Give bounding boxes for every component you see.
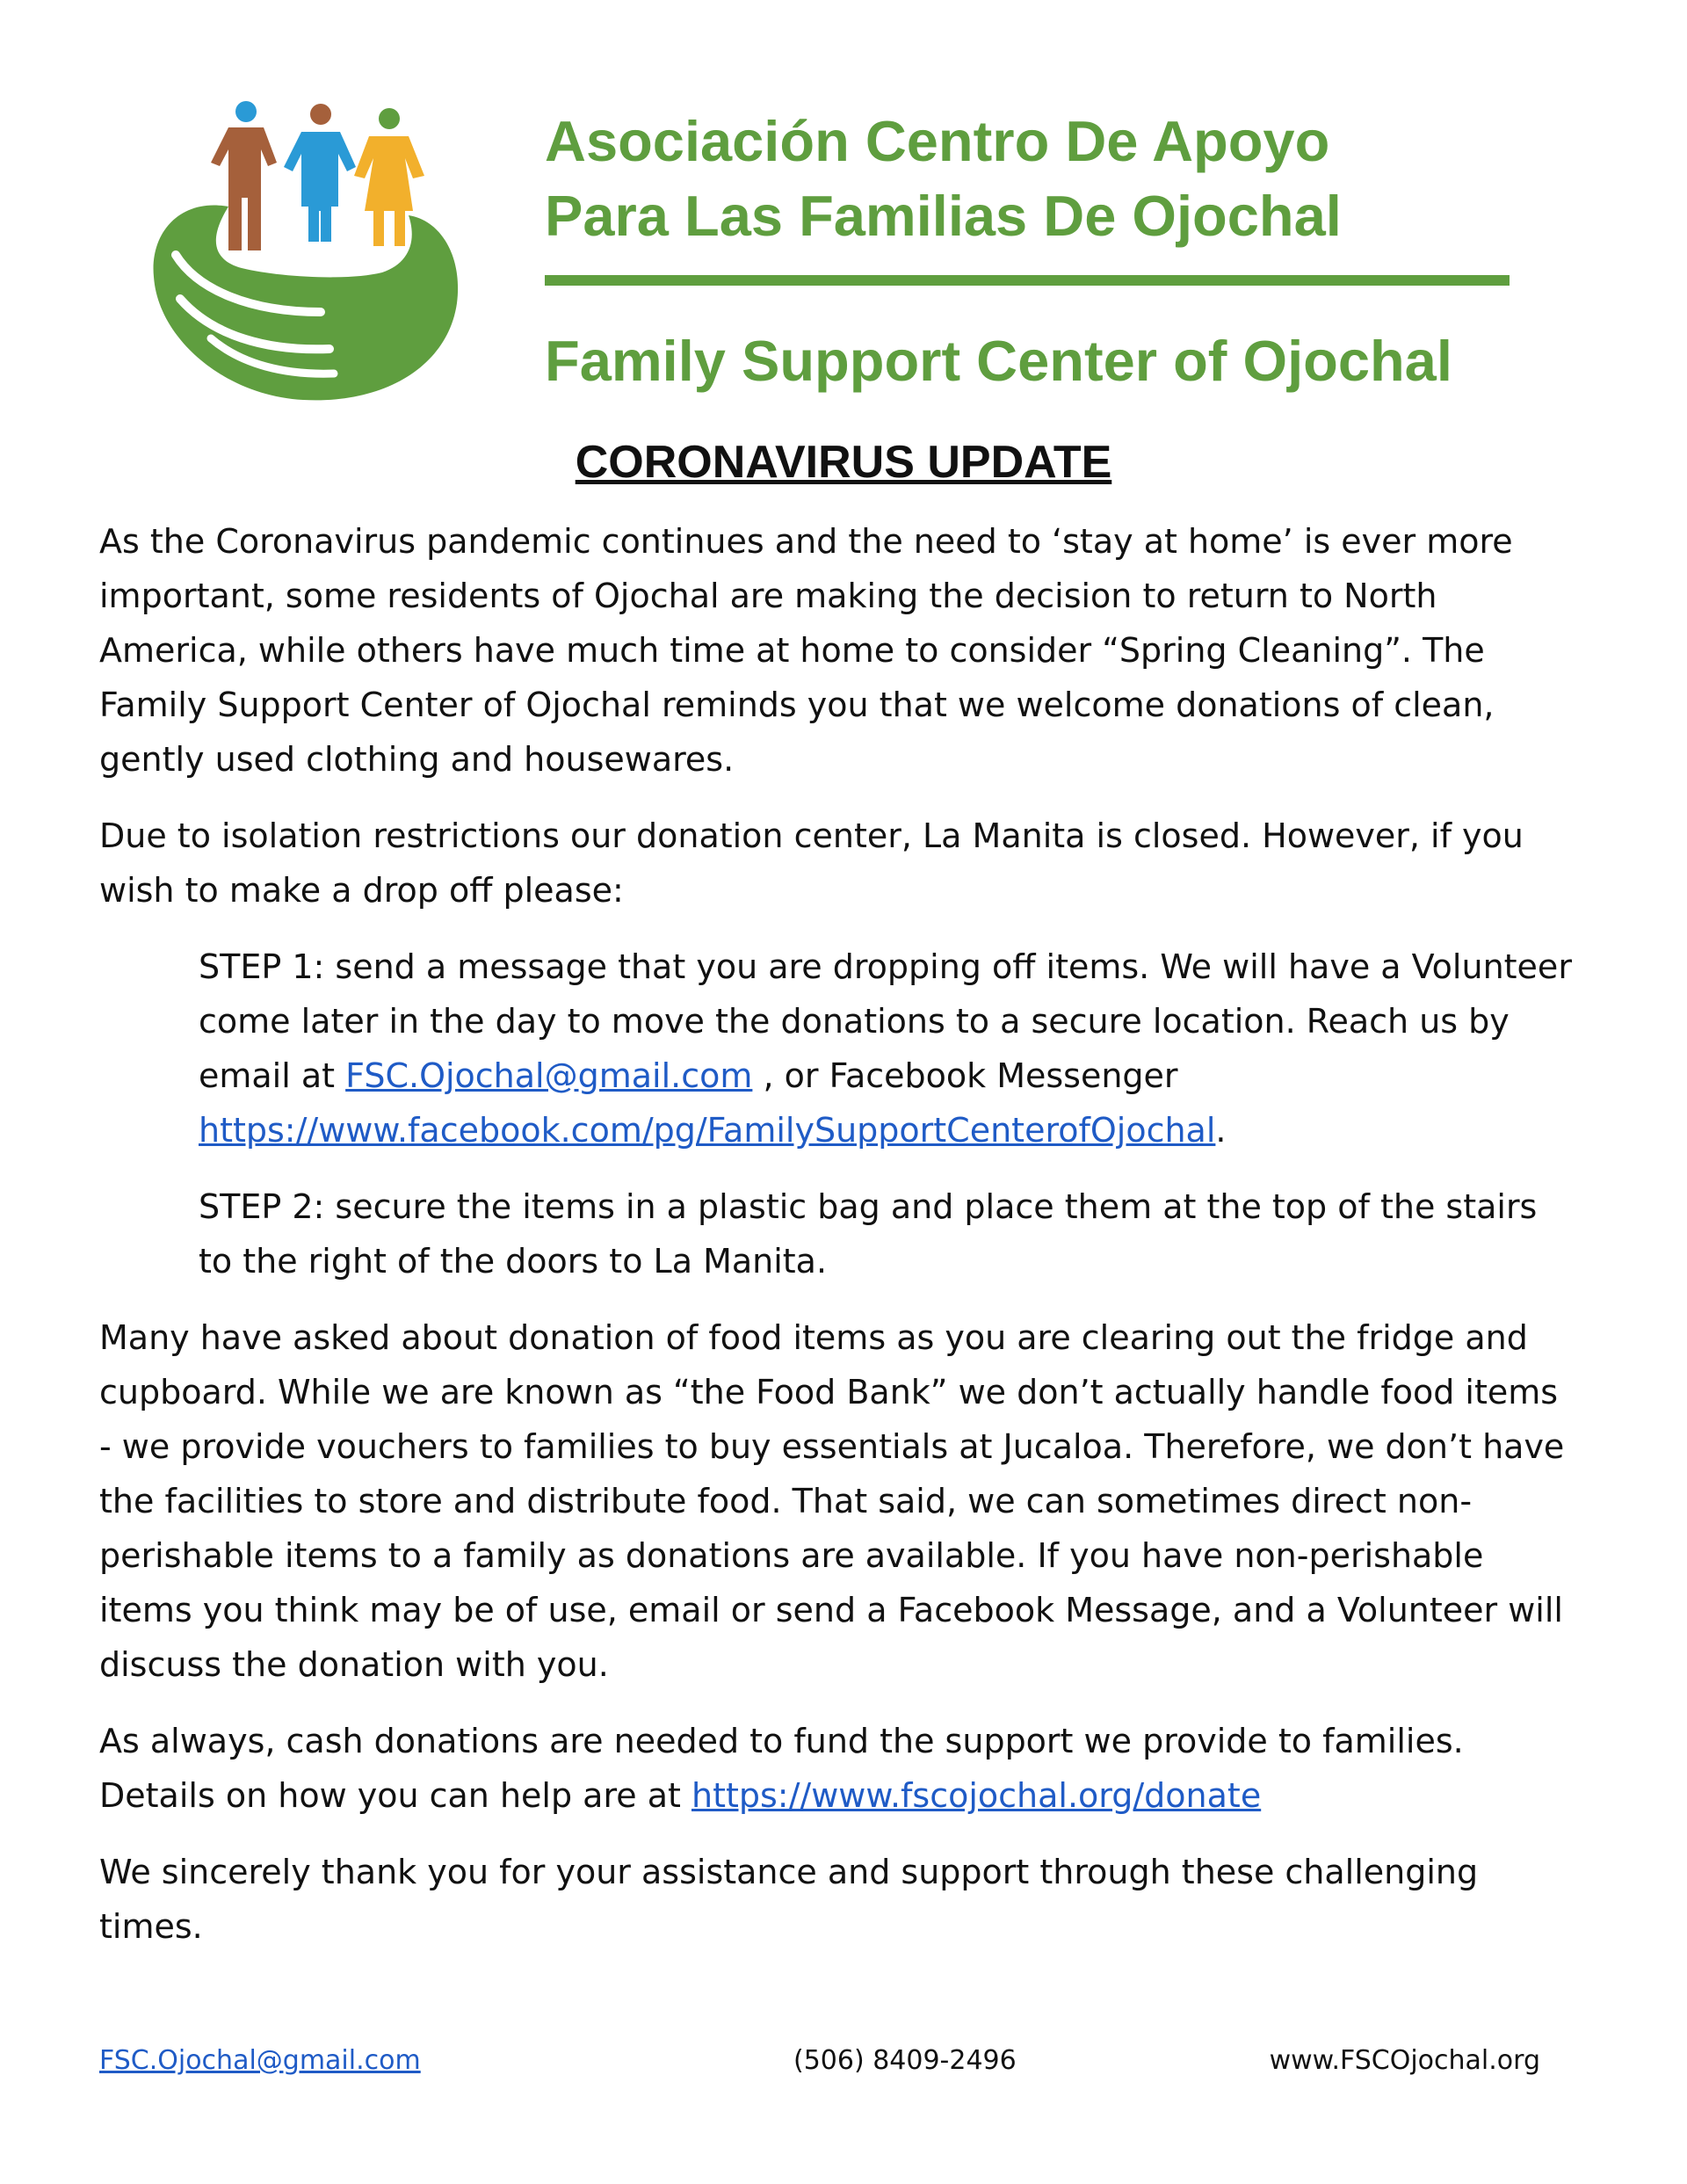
step-2: STEP 2: secure the items in a plastic bag and place them at the top of the stairs to the right of the doors to La Manita.	[199, 1187, 1538, 1281]
paragraph-cash-text: As always, cash donations are needed to fund the support we provide to families. Details on how you can help are at	[99, 1722, 1464, 1815]
family-hand-logo-icon	[145, 101, 470, 404]
step-1-mid-text: , or Facebook Messenger	[752, 1056, 1178, 1095]
paragraph-thanks: We sincerely thank you for your assistance and support through these challenging times.	[99, 1853, 1479, 1946]
org-title-spanish	[545, 104, 1582, 253]
step-1-facebook-link[interactable]: https://www.facebook.com/pg/FamilySupportCenterofOjochal	[199, 1111, 1216, 1150]
header-divider	[545, 275, 1510, 286]
paragraph-intro: As the Coronavirus pandemic continues and the need to ‘stay at home’ is ever more important, some residents of Ojochal are making the decision to return to North America, while others have much time at home to consider “Spring Cleaning”. The Family Support Center of Ojochal reminds you that we welcome donations of clean, gently used clothing and housewares.	[99, 522, 1513, 779]
step-1-email-link[interactable]: FSC.Ojochal@gmail.com	[345, 1056, 753, 1095]
paragraph-cash	[99, 1714, 1575, 1823]
org-title-line-2: Para Las Familias De Ojochal	[545, 184, 1342, 248]
org-title-line-1: Asociación Centro De Apoyo	[545, 109, 1330, 173]
org-title-english: Family Support Center of Ojochal	[545, 329, 1452, 393]
step-1	[199, 940, 1575, 1157]
page-title: CORONAVIRUS UPDATE	[575, 437, 1112, 488]
document-body	[99, 514, 1575, 1976]
footer-phone: (506) 8409-2496	[793, 2045, 1017, 2076]
step-1-text: STEP 1: send a message that you are dropping off items. We will have a Volunteer come later in the day to move the donations to a secure location. Reach us by email at	[199, 947, 1572, 1095]
paragraph-food: Many have asked about donation of food items as you are clearing out the fridge and cupboard. While we are known as “the Food Bank” we don’t actually handle food items - we provide vouchers to families to buy essentials at Jucaloa. Therefore, we don’t have the facilities to store and distribute food. That said, we can sometimes direct non-perishable items to a family as donations are available. If you have non-perishable items you think may be of use, email or send a Facebook Message, and a Volunteer will discuss the donation with you.	[99, 1318, 1565, 1684]
footer-website: www.FSCOjochal.org	[1269, 2045, 1540, 2076]
footer-email-link[interactable]: FSC.Ojochal@gmail.com	[99, 2045, 421, 2076]
donate-link[interactable]: https://www.fscojochal.org/donate	[691, 1776, 1262, 1815]
footer	[99, 2039, 1540, 2083]
paragraph-dropoff: Due to isolation restrictions our donation center, La Manita is closed. However, if you wish to make a drop off please:	[99, 816, 1524, 910]
step-1-end: .	[1215, 1111, 1227, 1150]
